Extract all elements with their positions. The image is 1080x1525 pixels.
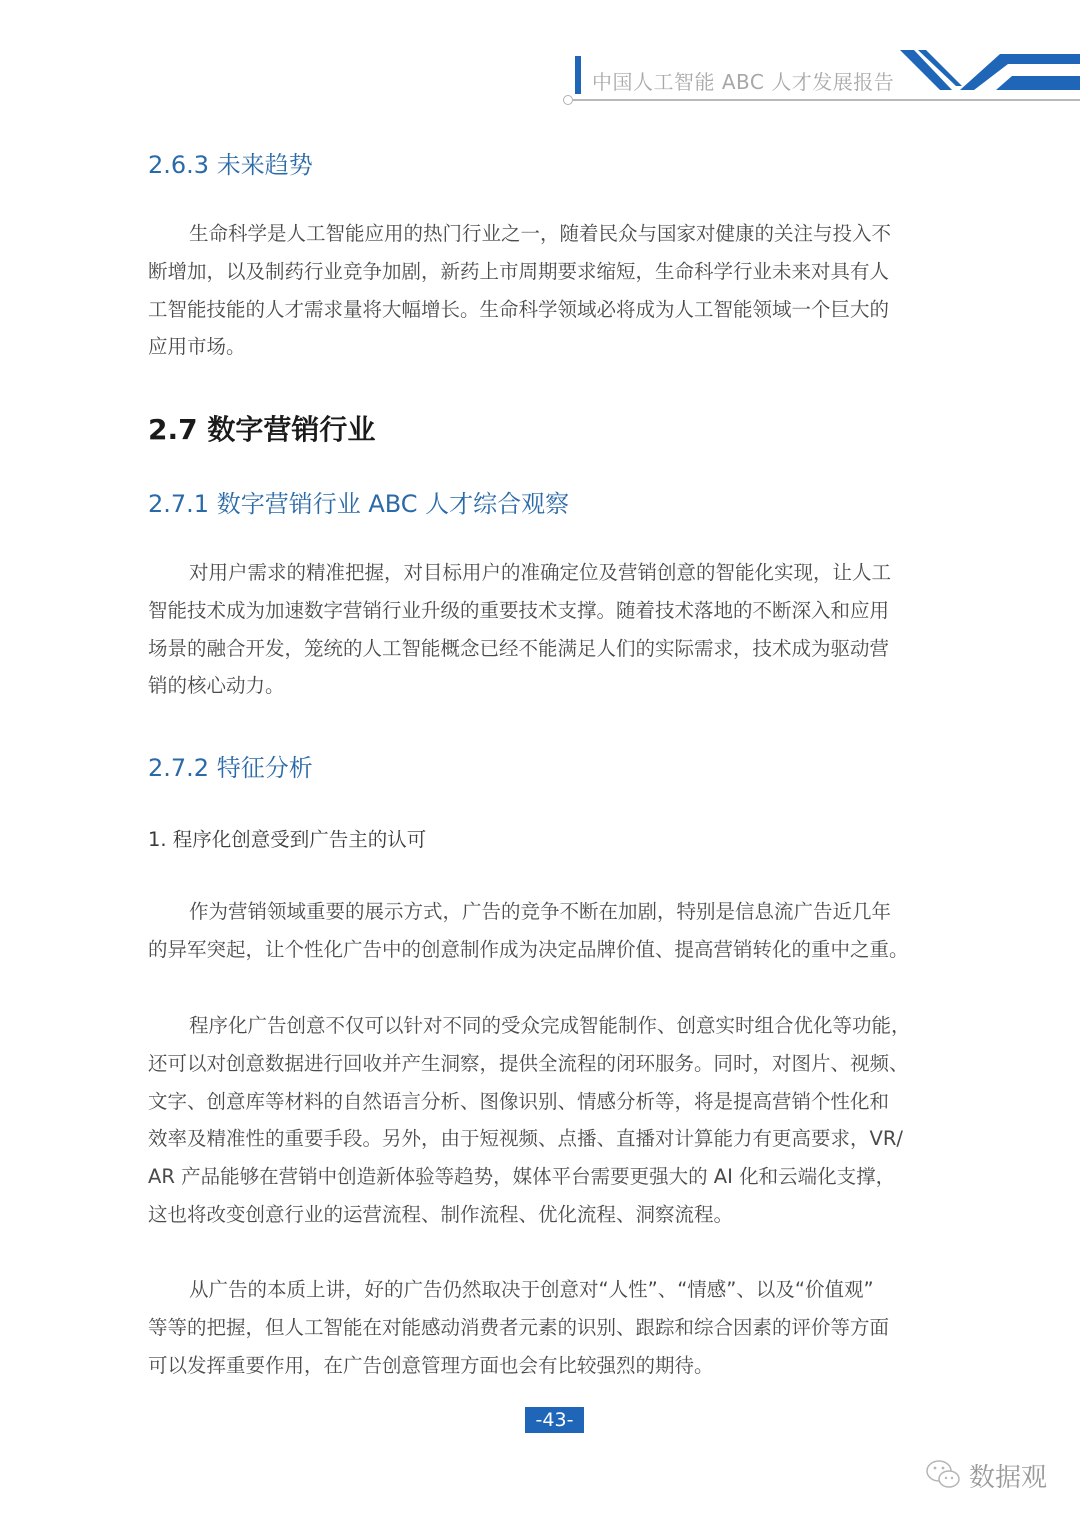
- text-line: 工智能技能的人才需求量将大幅增长。生命科学领域必将成为人工智能领域一个巨大的: [148, 297, 890, 321]
- paragraph-programmatic-creative: [148, 1007, 964, 1234]
- paragraph-abc-observation: [148, 554, 964, 705]
- text-line: 对用户需求的精准把握，对目标用户的准确定位及营销创意的智能化实现，让人工: [189, 561, 892, 584]
- watermark: [925, 1455, 1047, 1495]
- text-line: AR 产品能够在营销中创造新体验等趋势，媒体平台需要更强大的 AI 化和云端化支撑，: [148, 1165, 896, 1189]
- paragraph-ad-competition: [148, 893, 964, 969]
- header-stripes-decoration: [900, 50, 1080, 100]
- text-line: 文字、创意库等材料的自然语言分析、图像识别、情感分析等，将是提高营销个性化和: [148, 1089, 890, 1113]
- text-line: 场景的融合开发，笼统的人工智能概念已经不能满足人们的实际需求，技术成为驱动营: [148, 636, 890, 660]
- text-line: 还可以对创意数据进行回收并产生洞察，提供全流程的闭环服务。同时，对图片、视频、: [148, 1051, 909, 1075]
- text-line: 的异军突起，让个性化广告中的创意制作成为决定品牌价值、提高营销转化的重中之重。: [148, 937, 909, 961]
- page-number: -43-: [525, 1407, 584, 1433]
- wechat-icon: [925, 1459, 961, 1491]
- paragraph-future-trends: [148, 215, 964, 366]
- heading-2-7-1: 2.7.1 数字营销行业 ABC 人才综合观察: [148, 490, 570, 518]
- heading-2-7: 2.7 数字营销行业: [148, 413, 376, 446]
- text-line: 效率及精准性的重要手段。另外，由于短视频、点播、直播对计算能力有更高要求，VR/: [148, 1127, 903, 1151]
- text-line: 这也将改变创意行业的运营流程、制作流程、优化流程、洞察流程。: [148, 1202, 734, 1226]
- text-line: 应用市场。: [148, 335, 246, 359]
- text-line: 程序化广告创意不仅可以针对不同的受众完成智能制作、创意实时组合优化等功能，: [189, 1014, 911, 1037]
- header-accent-bar: [575, 56, 581, 94]
- text-line: 可以发挥重要作用，在广告创意管理方面也会有比较强烈的期待。: [148, 1353, 714, 1377]
- text-line: 断增加，以及制药行业竞争加剧，新药上市周期要求缩短，生命科学行业未来对具有人: [148, 259, 890, 283]
- text-line: 生命科学是人工智能应用的热门行业之一，随着民众与国家对健康的关注与投入不: [189, 222, 892, 245]
- text-line: 等等的把握，但人工智能在对能感动消费者元素的识别、跟踪和综合因素的评价等方面: [148, 1315, 890, 1339]
- paragraph-ad-essence: [148, 1271, 964, 1384]
- text-line: 销的核心动力。: [148, 674, 285, 698]
- page-header: [0, 0, 1080, 110]
- report-title: 中国人工智能 ABC 人才发展报告: [592, 70, 895, 94]
- text-line: 智能技术成为加速数字营销行业升级的重要技术支撑。随着技术落地的不断深入和应用: [148, 598, 890, 622]
- heading-2-6-3: 2.6.3 未来趋势: [148, 151, 313, 179]
- list-item-title: 1. 程序化创意受到广告主的认可: [148, 828, 427, 851]
- text-line: 作为营销领域重要的展示方式，广告的竞争不断在加剧，特别是信息流广告近几年: [189, 900, 892, 923]
- text-line: 从广告的本质上讲，好的广告仍然取决于创意对“人性”、“情感”、以及“价值观”: [189, 1278, 874, 1301]
- heading-2-7-2: 2.7.2 特征分析: [148, 754, 313, 782]
- watermark-text: 数据观: [969, 1462, 1048, 1493]
